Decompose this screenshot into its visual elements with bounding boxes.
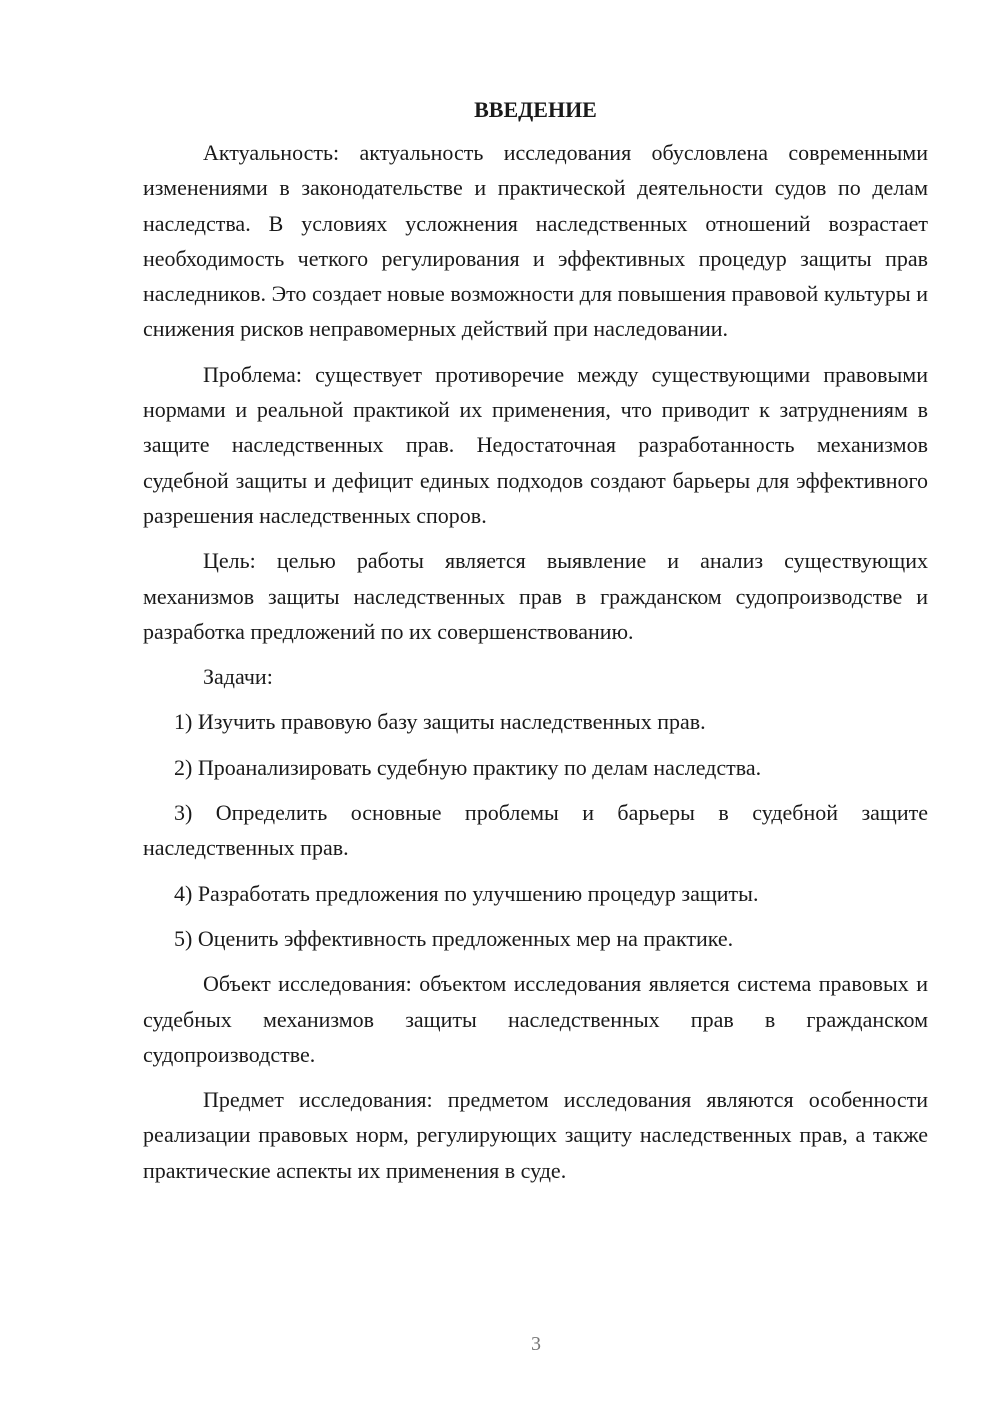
paragraph-object: Объект исследования: объектом исследования является система правовых и судебных механизмов защиты наследственных прав в гражданском судопроизводстве. <box>143 971 928 1067</box>
section-title: ВВЕДЕНИЕ <box>474 97 597 122</box>
task-item-3: 3) Определить основные проблемы и барьеры в судебной защите наследственных прав. <box>143 800 928 861</box>
paragraph-subject: Предмет исследования: предметом исследования являются особенности реализации правовых норм, регулирующих защиту наследственных прав, а также практические аспекты их применения в суде. <box>143 1087 928 1183</box>
task-item-2: 2) Проанализировать судебную практику по делам наследства. <box>174 754 762 780</box>
tasks-heading: Задачи: <box>203 664 273 690</box>
paragraph-relevance: Актуальность: актуальность исследования обусловлена современными изменениями в законодательстве и практической деятельности судов по делам наследства. В условиях усложнения наследственных отношений возрастает необходимость четкого регулирования и эффективных процедур защиты прав наследников. Это создает новые возможности для повышения правовой культуры и снижения рисков неправомерных действий при наследовании. <box>143 140 928 342</box>
paragraph-problem: Проблема: существует противоречие между существующими правовыми нормами и реальной практикой их применения, что приводит к затруднениям в защите наследственных прав. Недостаточная разработанность механизмов судебной защиты и дефицит единых подходов создают барьеры для эффективного разрешения наследственных споров. <box>143 361 928 528</box>
task-item-4: 4) Разработать предложения по улучшению процедур защиты. <box>174 880 759 906</box>
task-item-5: 5) Оценить эффективность предложенных мер на практике. <box>174 925 734 951</box>
document-page <box>143 95 928 1198</box>
page-number: 3 <box>531 1333 541 1355</box>
task-item-1: 1) Изучить правовую базу защиты наследственных прав. <box>174 709 706 735</box>
paragraph-goal: Цель: целью работы является выявление и анализ существующих механизмов защиты наследственных прав в гражданском судопроизводстве и разработка предложений по их совершенствованию. <box>143 548 928 644</box>
